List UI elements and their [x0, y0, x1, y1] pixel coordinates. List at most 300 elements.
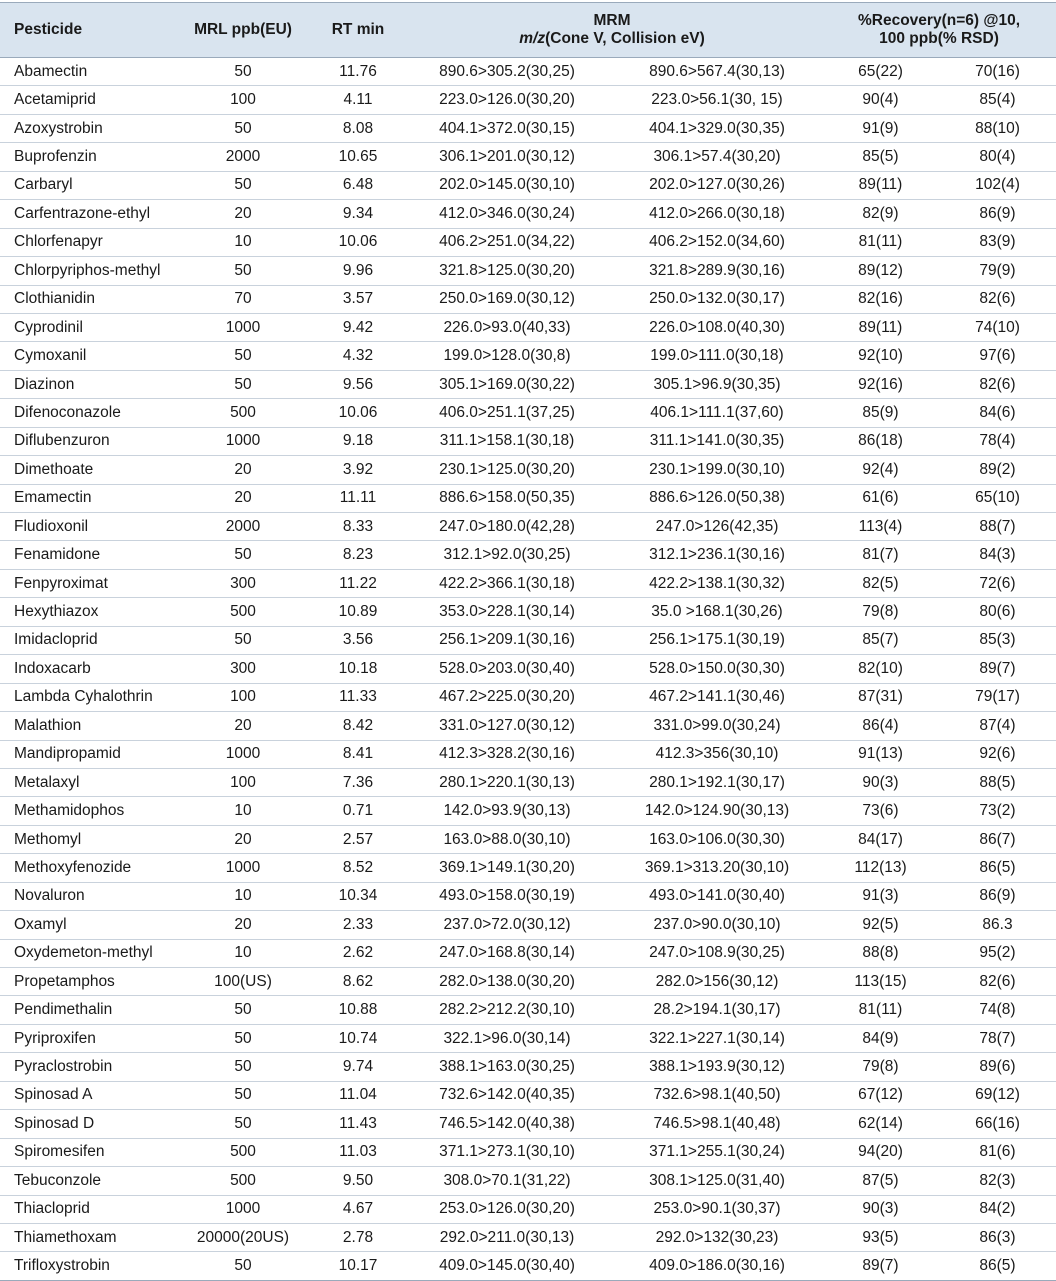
- table-row: [0, 825, 1056, 853]
- pesticide-name: Methamidophos: [0, 797, 172, 825]
- mrm-transition-1: 409.0>145.0(30,40): [402, 1252, 612, 1280]
- header-pesticide: Pesticide: [0, 3, 172, 58]
- rt-value: 10.17: [314, 1252, 402, 1280]
- mrm-transition-1: 369.1>149.1(30,20): [402, 854, 612, 882]
- recovery-10ppb: 92(4): [822, 456, 939, 484]
- mrl-value: 70: [172, 285, 314, 313]
- mrm-transition-1: 247.0>180.0(42,28): [402, 513, 612, 541]
- mrm-transition-1: 322.1>96.0(30,14): [402, 1024, 612, 1052]
- pesticide-name: Clothianidin: [0, 285, 172, 313]
- recovery-10ppb: 86(18): [822, 427, 939, 455]
- recovery-10ppb: 113(15): [822, 968, 939, 996]
- table-row: [0, 626, 1056, 654]
- recovery-10ppb: 90(3): [822, 768, 939, 796]
- recovery-10ppb: 91(9): [822, 114, 939, 142]
- mrm-transition-1: 388.1>163.0(30,25): [402, 1053, 612, 1081]
- pesticide-name: Chlorpyriphos-methyl: [0, 257, 172, 285]
- recovery-100ppb: 86(5): [939, 1252, 1056, 1280]
- header-mrl: MRL ppb(EU): [172, 3, 314, 58]
- pesticide-name: Fenamidone: [0, 541, 172, 569]
- mrm-transition-2: 746.5>98.1(40,48): [612, 1110, 822, 1138]
- header-recovery-line2: 100 ppb(% RSD): [879, 30, 999, 47]
- mrm-transition-2: 406.2>152.0(34,60): [612, 228, 822, 256]
- mrm-transition-2: 322.1>227.1(30,14): [612, 1024, 822, 1052]
- mrm-transition-1: 528.0>203.0(30,40): [402, 655, 612, 683]
- mrm-transition-1: 256.1>209.1(30,16): [402, 626, 612, 654]
- mrm-transition-2: 312.1>236.1(30,16): [612, 541, 822, 569]
- mrm-transition-2: 306.1>57.4(30,20): [612, 143, 822, 171]
- rt-value: 8.08: [314, 114, 402, 142]
- pesticide-name: Methomyl: [0, 825, 172, 853]
- recovery-100ppb: 97(6): [939, 342, 1056, 370]
- recovery-100ppb: 84(3): [939, 541, 1056, 569]
- table-body: [0, 58, 1056, 1281]
- mrm-transition-1: 311.1>158.1(30,18): [402, 427, 612, 455]
- mrm-transition-1: 353.0>228.1(30,14): [402, 598, 612, 626]
- mrl-value: 20: [172, 825, 314, 853]
- mrl-value: 20: [172, 911, 314, 939]
- recovery-100ppb: 82(6): [939, 370, 1056, 398]
- rt-value: 9.34: [314, 200, 402, 228]
- rt-value: 9.18: [314, 427, 402, 455]
- mrm-transition-2: 292.0>132(30,23): [612, 1223, 822, 1251]
- pesticide-name: Spinosad A: [0, 1081, 172, 1109]
- mrm-transition-2: 202.0>127.0(30,26): [612, 171, 822, 199]
- pesticide-name: Malathion: [0, 712, 172, 740]
- table-row: [0, 740, 1056, 768]
- table-row: [0, 569, 1056, 597]
- rt-value: 9.74: [314, 1053, 402, 1081]
- table-row: [0, 683, 1056, 711]
- mrm-transition-2: 35.0 >168.1(30,26): [612, 598, 822, 626]
- rt-value: 8.42: [314, 712, 402, 740]
- recovery-100ppb: 78(7): [939, 1024, 1056, 1052]
- mrm-transition-1: 331.0>127.0(30,12): [402, 712, 612, 740]
- recovery-10ppb: 113(4): [822, 513, 939, 541]
- table-row: [0, 911, 1056, 939]
- recovery-10ppb: 82(10): [822, 655, 939, 683]
- recovery-100ppb: 79(9): [939, 257, 1056, 285]
- mrm-transition-2: 369.1>313.20(30,10): [612, 854, 822, 882]
- recovery-100ppb: 79(17): [939, 683, 1056, 711]
- mrl-value: 10: [172, 882, 314, 910]
- table-row: [0, 228, 1056, 256]
- recovery-10ppb: 62(14): [822, 1110, 939, 1138]
- mrl-value: 100: [172, 768, 314, 796]
- header-mrm-mz: m/z: [519, 30, 546, 47]
- mrm-transition-2: 199.0>111.0(30,18): [612, 342, 822, 370]
- recovery-100ppb: 82(3): [939, 1167, 1056, 1195]
- rt-value: 2.33: [314, 911, 402, 939]
- mrm-transition-2: 406.1>111.1(37,60): [612, 399, 822, 427]
- mrl-value: 50: [172, 1081, 314, 1109]
- mrl-value: 300: [172, 655, 314, 683]
- mrm-transition-2: 28.2>194.1(30,17): [612, 996, 822, 1024]
- mrl-value: 2000: [172, 143, 314, 171]
- header-mrm: [402, 3, 822, 58]
- mrm-transition-1: 306.1>201.0(30,12): [402, 143, 612, 171]
- mrm-transition-1: 406.2>251.0(34,22): [402, 228, 612, 256]
- pesticide-name: Carfentrazone-ethyl: [0, 200, 172, 228]
- pesticide-name: Thiamethoxam: [0, 1223, 172, 1251]
- rt-value: 11.33: [314, 683, 402, 711]
- mrl-value: 50: [172, 257, 314, 285]
- pesticide-name: Lambda Cyhalothrin: [0, 683, 172, 711]
- recovery-10ppb: 89(12): [822, 257, 939, 285]
- pesticide-name: Difenoconazole: [0, 399, 172, 427]
- rt-value: 8.41: [314, 740, 402, 768]
- pesticide-name: Novaluron: [0, 882, 172, 910]
- recovery-10ppb: 81(11): [822, 996, 939, 1024]
- table-row: [0, 285, 1056, 313]
- table-row: [0, 427, 1056, 455]
- table-row: [0, 939, 1056, 967]
- mrm-transition-2: 404.1>329.0(30,35): [612, 114, 822, 142]
- rt-value: 10.06: [314, 228, 402, 256]
- header-mrm-title: MRM: [593, 12, 631, 29]
- mrm-transition-1: 282.0>138.0(30,20): [402, 968, 612, 996]
- mrm-transition-1: 732.6>142.0(40,35): [402, 1081, 612, 1109]
- rt-value: 2.62: [314, 939, 402, 967]
- table-row: [0, 257, 1056, 285]
- recovery-10ppb: 87(5): [822, 1167, 939, 1195]
- mrm-transition-1: 404.1>372.0(30,15): [402, 114, 612, 142]
- recovery-10ppb: 84(9): [822, 1024, 939, 1052]
- mrm-transition-2: 163.0>106.0(30,30): [612, 825, 822, 853]
- recovery-100ppb: 74(8): [939, 996, 1056, 1024]
- mrl-value: 50: [172, 996, 314, 1024]
- rt-value: 11.11: [314, 484, 402, 512]
- recovery-10ppb: 82(5): [822, 569, 939, 597]
- pesticide-name: Trifloxystrobin: [0, 1252, 172, 1280]
- mrl-value: 1000: [172, 854, 314, 882]
- rt-value: 3.56: [314, 626, 402, 654]
- table-row: [0, 1223, 1056, 1251]
- rt-value: 8.62: [314, 968, 402, 996]
- recovery-100ppb: 86(5): [939, 854, 1056, 882]
- pesticide-mrm-table: [0, 2, 1056, 1281]
- recovery-100ppb: 80(4): [939, 143, 1056, 171]
- mrl-value: 100: [172, 683, 314, 711]
- pesticide-name: Pyraclostrobin: [0, 1053, 172, 1081]
- pesticide-name: Dimethoate: [0, 456, 172, 484]
- mrm-transition-1: 282.2>212.2(30,10): [402, 996, 612, 1024]
- table-row: [0, 655, 1056, 683]
- pesticide-name: Metalaxyl: [0, 768, 172, 796]
- mrm-transition-1: 493.0>158.0(30,19): [402, 882, 612, 910]
- mrm-transition-2: 247.0>126(42,35): [612, 513, 822, 541]
- table-row: [0, 513, 1056, 541]
- mrl-value: 50: [172, 370, 314, 398]
- pesticide-name: Thiacloprid: [0, 1195, 172, 1223]
- rt-value: 11.76: [314, 58, 402, 86]
- table-row: [0, 1053, 1056, 1081]
- mrm-transition-2: 223.0>56.1(30, 15): [612, 86, 822, 114]
- recovery-10ppb: 65(22): [822, 58, 939, 86]
- recovery-10ppb: 87(31): [822, 683, 939, 711]
- mrl-value: 100(US): [172, 968, 314, 996]
- mrl-value: 50: [172, 58, 314, 86]
- recovery-100ppb: 86.3: [939, 911, 1056, 939]
- pesticide-name: Spiromesifen: [0, 1138, 172, 1166]
- mrm-transition-2: 886.6>126.0(50,38): [612, 484, 822, 512]
- table-row: [0, 712, 1056, 740]
- table-row: [0, 342, 1056, 370]
- recovery-10ppb: 79(8): [822, 598, 939, 626]
- recovery-100ppb: 78(4): [939, 427, 1056, 455]
- recovery-100ppb: 92(6): [939, 740, 1056, 768]
- mrl-value: 20: [172, 484, 314, 512]
- recovery-100ppb: 86(7): [939, 825, 1056, 853]
- mrm-transition-1: 422.2>366.1(30,18): [402, 569, 612, 597]
- rt-value: 4.11: [314, 86, 402, 114]
- pesticide-name: Fludioxonil: [0, 513, 172, 541]
- rt-value: 10.74: [314, 1024, 402, 1052]
- rt-value: 4.67: [314, 1195, 402, 1223]
- mrm-transition-1: 253.0>126.0(30,20): [402, 1195, 612, 1223]
- recovery-10ppb: 85(5): [822, 143, 939, 171]
- mrm-transition-2: 412.0>266.0(30,18): [612, 200, 822, 228]
- mrm-transition-1: 406.0>251.1(37,25): [402, 399, 612, 427]
- recovery-100ppb: 89(7): [939, 655, 1056, 683]
- mrm-transition-1: 292.0>211.0(30,13): [402, 1223, 612, 1251]
- mrl-value: 500: [172, 1167, 314, 1195]
- mrm-transition-2: 412.3>356(30,10): [612, 740, 822, 768]
- header-mrm-params: (Cone V, Collision eV): [545, 30, 705, 47]
- mrm-transition-1: 250.0>169.0(30,12): [402, 285, 612, 313]
- recovery-100ppb: 86(9): [939, 882, 1056, 910]
- recovery-10ppb: 90(4): [822, 86, 939, 114]
- mrm-transition-1: 886.6>158.0(50,35): [402, 484, 612, 512]
- table-row: [0, 1024, 1056, 1052]
- mrm-transition-1: 308.0>70.1(31,22): [402, 1167, 612, 1195]
- mrl-value: 1000: [172, 740, 314, 768]
- header-recovery-line1: %Recovery(n=6) @10,: [858, 12, 1021, 29]
- rt-value: 10.18: [314, 655, 402, 683]
- mrl-value: 50: [172, 626, 314, 654]
- pesticide-name: Cymoxanil: [0, 342, 172, 370]
- recovery-10ppb: 93(5): [822, 1223, 939, 1251]
- mrl-value: 20: [172, 456, 314, 484]
- mrl-value: 20: [172, 200, 314, 228]
- rt-value: 10.89: [314, 598, 402, 626]
- pesticide-name: Methoxyfenozide: [0, 854, 172, 882]
- pesticide-name: Spinosad D: [0, 1110, 172, 1138]
- rt-value: 11.22: [314, 569, 402, 597]
- recovery-100ppb: 73(2): [939, 797, 1056, 825]
- mrm-transition-2: 226.0>108.0(40,30): [612, 313, 822, 341]
- pesticide-name: Indoxacarb: [0, 655, 172, 683]
- table-row: [0, 399, 1056, 427]
- recovery-100ppb: 95(2): [939, 939, 1056, 967]
- recovery-10ppb: 86(4): [822, 712, 939, 740]
- table-row: [0, 143, 1056, 171]
- pesticide-name: Cyprodinil: [0, 313, 172, 341]
- table-row: [0, 86, 1056, 114]
- mrl-value: 20: [172, 712, 314, 740]
- recovery-10ppb: 91(3): [822, 882, 939, 910]
- table-row: [0, 1081, 1056, 1109]
- recovery-100ppb: 80(6): [939, 598, 1056, 626]
- table-row: [0, 171, 1056, 199]
- mrm-transition-1: 163.0>88.0(30,10): [402, 825, 612, 853]
- mrm-transition-2: 371.1>255.1(30,24): [612, 1138, 822, 1166]
- mrl-value: 10: [172, 797, 314, 825]
- mrm-transition-1: 412.0>346.0(30,24): [402, 200, 612, 228]
- recovery-100ppb: 81(6): [939, 1138, 1056, 1166]
- mrm-transition-2: 305.1>96.9(30,35): [612, 370, 822, 398]
- mrm-transition-1: 321.8>125.0(30,20): [402, 257, 612, 285]
- recovery-10ppb: 112(13): [822, 854, 939, 882]
- recovery-100ppb: 72(6): [939, 569, 1056, 597]
- pesticide-name: Oxamyl: [0, 911, 172, 939]
- recovery-10ppb: 73(6): [822, 797, 939, 825]
- rt-value: 2.57: [314, 825, 402, 853]
- recovery-10ppb: 88(8): [822, 939, 939, 967]
- mrm-transition-2: 280.1>192.1(30,17): [612, 768, 822, 796]
- table-row: [0, 484, 1056, 512]
- recovery-10ppb: 90(3): [822, 1195, 939, 1223]
- recovery-10ppb: 94(20): [822, 1138, 939, 1166]
- recovery-100ppb: 74(10): [939, 313, 1056, 341]
- rt-value: 11.43: [314, 1110, 402, 1138]
- pesticide-name: Carbaryl: [0, 171, 172, 199]
- mrm-transition-1: 237.0>72.0(30,12): [402, 911, 612, 939]
- mrm-transition-1: 202.0>145.0(30,10): [402, 171, 612, 199]
- rt-value: 3.92: [314, 456, 402, 484]
- rt-value: 7.36: [314, 768, 402, 796]
- recovery-100ppb: 84(2): [939, 1195, 1056, 1223]
- recovery-10ppb: 84(17): [822, 825, 939, 853]
- pesticide-name: Emamectin: [0, 484, 172, 512]
- recovery-10ppb: 82(9): [822, 200, 939, 228]
- table-row: [0, 797, 1056, 825]
- recovery-100ppb: 85(3): [939, 626, 1056, 654]
- recovery-100ppb: 86(3): [939, 1223, 1056, 1251]
- recovery-100ppb: 87(4): [939, 712, 1056, 740]
- recovery-100ppb: 89(6): [939, 1053, 1056, 1081]
- table-row: [0, 1167, 1056, 1195]
- mrm-transition-2: 253.0>90.1(30,37): [612, 1195, 822, 1223]
- rt-value: 10.65: [314, 143, 402, 171]
- recovery-10ppb: 89(11): [822, 171, 939, 199]
- mrm-transition-2: 282.0>156(30,12): [612, 968, 822, 996]
- rt-value: 10.34: [314, 882, 402, 910]
- pesticide-name: Mandipropamid: [0, 740, 172, 768]
- recovery-10ppb: 92(16): [822, 370, 939, 398]
- mrm-transition-2: 890.6>567.4(30,13): [612, 58, 822, 86]
- rt-value: 10.06: [314, 399, 402, 427]
- mrl-value: 50: [172, 1110, 314, 1138]
- mrm-transition-1: 312.1>92.0(30,25): [402, 541, 612, 569]
- pesticide-name: Diazinon: [0, 370, 172, 398]
- recovery-100ppb: 82(6): [939, 285, 1056, 313]
- pesticide-name: Diflubenzuron: [0, 427, 172, 455]
- mrm-transition-2: 528.0>150.0(30,30): [612, 655, 822, 683]
- pesticide-name: Pendimethalin: [0, 996, 172, 1024]
- rt-value: 11.03: [314, 1138, 402, 1166]
- mrm-transition-1: 412.3>328.2(30,16): [402, 740, 612, 768]
- mrm-transition-2: 256.1>175.1(30,19): [612, 626, 822, 654]
- pesticide-name: Hexythiazox: [0, 598, 172, 626]
- recovery-10ppb: 89(11): [822, 313, 939, 341]
- rt-value: 8.23: [314, 541, 402, 569]
- mrm-transition-2: 732.6>98.1(40,50): [612, 1081, 822, 1109]
- recovery-10ppb: 82(16): [822, 285, 939, 313]
- recovery-100ppb: 88(7): [939, 513, 1056, 541]
- mrm-transition-2: 467.2>141.1(30,46): [612, 683, 822, 711]
- recovery-10ppb: 89(7): [822, 1252, 939, 1280]
- recovery-10ppb: 81(7): [822, 541, 939, 569]
- table-row: [0, 1138, 1056, 1166]
- mrm-transition-2: 237.0>90.0(30,10): [612, 911, 822, 939]
- recovery-10ppb: 79(8): [822, 1053, 939, 1081]
- rt-value: 2.78: [314, 1223, 402, 1251]
- mrm-transition-1: 226.0>93.0(40,33): [402, 313, 612, 341]
- mrm-transition-2: 388.1>193.9(30,12): [612, 1053, 822, 1081]
- rt-value: 9.50: [314, 1167, 402, 1195]
- rt-value: 3.57: [314, 285, 402, 313]
- rt-value: 8.52: [314, 854, 402, 882]
- recovery-100ppb: 83(9): [939, 228, 1056, 256]
- recovery-100ppb: 102(4): [939, 171, 1056, 199]
- rt-value: 4.32: [314, 342, 402, 370]
- mrl-value: 50: [172, 114, 314, 142]
- mrl-value: 50: [172, 1252, 314, 1280]
- recovery-100ppb: 69(12): [939, 1081, 1056, 1109]
- mrm-transition-2: 247.0>108.9(30,25): [612, 939, 822, 967]
- table-row: [0, 313, 1056, 341]
- mrl-value: 50: [172, 171, 314, 199]
- mrm-transition-1: 467.2>225.0(30,20): [402, 683, 612, 711]
- mrm-transition-1: 746.5>142.0(40,38): [402, 1110, 612, 1138]
- table-row: [0, 456, 1056, 484]
- mrm-transition-2: 409.0>186.0(30,16): [612, 1252, 822, 1280]
- mrm-transition-2: 142.0>124.90(30,13): [612, 797, 822, 825]
- mrm-transition-1: 142.0>93.9(30,13): [402, 797, 612, 825]
- recovery-100ppb: 70(16): [939, 58, 1056, 86]
- table-row: [0, 114, 1056, 142]
- rt-value: 11.04: [314, 1081, 402, 1109]
- rt-value: 9.56: [314, 370, 402, 398]
- table-row: [0, 996, 1056, 1024]
- mrm-transition-1: 223.0>126.0(30,20): [402, 86, 612, 114]
- recovery-10ppb: 67(12): [822, 1081, 939, 1109]
- recovery-100ppb: 84(6): [939, 399, 1056, 427]
- rt-value: 10.88: [314, 996, 402, 1024]
- mrl-value: 2000: [172, 513, 314, 541]
- mrl-value: 300: [172, 569, 314, 597]
- recovery-10ppb: 61(6): [822, 484, 939, 512]
- pesticide-name: Oxydemeton-methyl: [0, 939, 172, 967]
- mrl-value: 1000: [172, 427, 314, 455]
- recovery-100ppb: 82(6): [939, 968, 1056, 996]
- mrm-transition-2: 493.0>141.0(30,40): [612, 882, 822, 910]
- header-mrm-subtitle: [402, 30, 822, 48]
- pesticide-name: Tebuconzole: [0, 1167, 172, 1195]
- table-row: [0, 541, 1056, 569]
- mrl-value: 500: [172, 399, 314, 427]
- recovery-10ppb: 85(9): [822, 399, 939, 427]
- mrl-value: 50: [172, 1053, 314, 1081]
- recovery-10ppb: 81(11): [822, 228, 939, 256]
- rt-value: 9.42: [314, 313, 402, 341]
- recovery-100ppb: 86(9): [939, 200, 1056, 228]
- mrl-value: 50: [172, 1024, 314, 1052]
- mrm-transition-1: 199.0>128.0(30,8): [402, 342, 612, 370]
- mrm-transition-2: 422.2>138.1(30,32): [612, 569, 822, 597]
- pesticide-name: Azoxystrobin: [0, 114, 172, 142]
